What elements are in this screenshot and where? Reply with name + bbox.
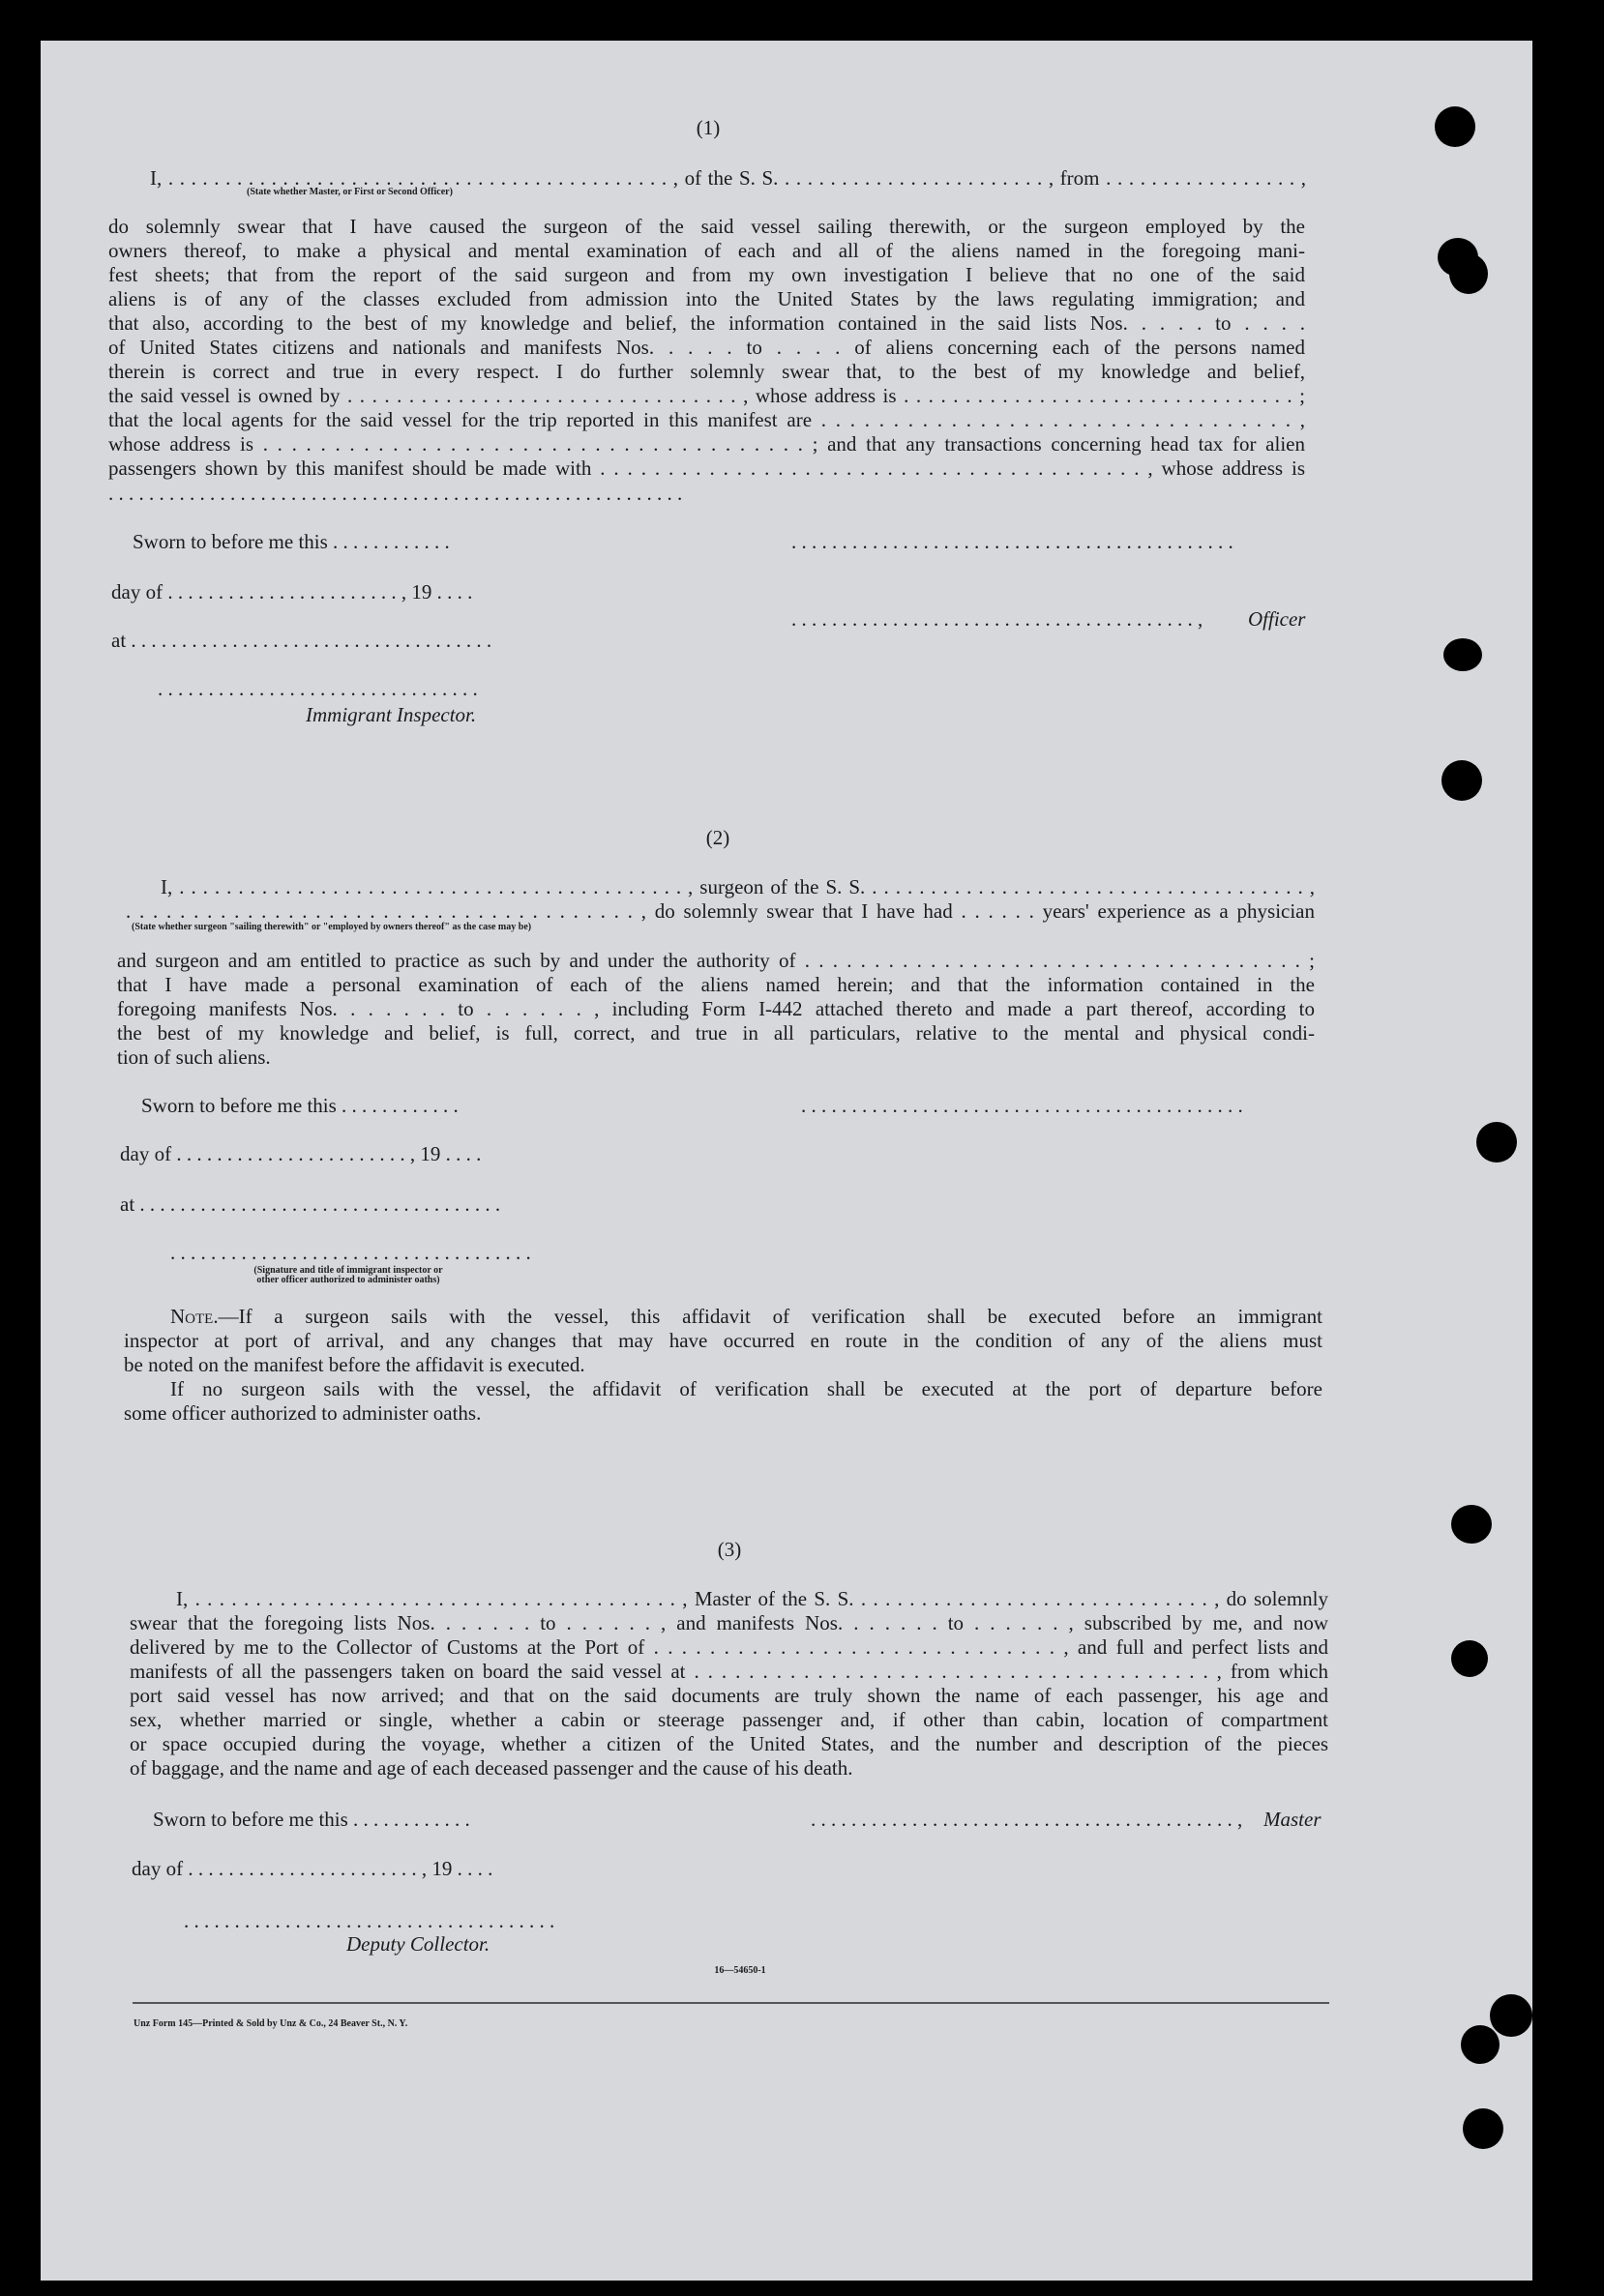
deputy-collector-label: Deputy Collector. (346, 1932, 490, 1956)
inspector-signature-line: . . . . . . . . . . . . . . . . . . . . . . . . . . . . . . . . . . . . (170, 1241, 531, 1264)
oath-line: and surgeon and am entitled to practice as such by and under the authority of . . . . . . . . . . . . . . . . . . . . . . . . . . . . . . . . . . . . ; (117, 949, 1315, 972)
punch-hole (1476, 1122, 1517, 1163)
officer-signature-line: . . . . . . . . . . . . . . . . . . . . . . . . . . . . . . . . . . . . . . . . , (791, 607, 1203, 631)
rank-instruction: (State whether Master, or First or Second Officer) (247, 187, 453, 197)
oath-line: of United States citizens and nationals and manifests Nos. . . . . to . . . . of aliens concerning each of the persons named (108, 336, 1305, 359)
note-text: —If a surgeon sails with the vessel, this affidavit of verification shall be executed before an immigrant (218, 1305, 1322, 1328)
oath-line: sex, whether married or single, whether a cabin or steerage passenger and, if other than cabin, location of compartment (130, 1708, 1328, 1731)
oath-line: do solemnly swear that I have caused the surgeon of the said vessel sailing therewith, or the surgeon employed by the (108, 215, 1305, 238)
punch-hole (1451, 1505, 1492, 1544)
place-line: at . . . . . . . . . . . . . . . . . . . . . . . . . . . . . . . . . . . . (111, 629, 492, 652)
surgeon-instruction: (State whether surgeon "sailing therewith" or "employed by owners thereof" as the case may be) (132, 922, 532, 932)
oath-line: of baggage, and the name and age of each deceased passenger and the cause of his death. (130, 1756, 853, 1780)
date-line: day of . . . . . . . . . . . . . . . . . . . . . . . , 19 . . . . (120, 1142, 482, 1165)
sworn-line: Sworn to before me this . . . . . . . . . . . . (133, 530, 450, 553)
oath-line: that the local agents for the said vessel for the trip reported in this manifest are . . . . . . . . . . . . . . . . . . . . . . . . . . . . . . . . . , (108, 408, 1305, 431)
oath-line: aliens is of any of the classes excluded from admission into the United States by the laws regulating immigration; and (108, 287, 1305, 310)
sworn-line: Sworn to before me this . . . . . . . . . . . . (141, 1094, 459, 1117)
signature-line: . . . . . . . . . . . . . . . . . . . . . . . . . . . . . . . . . . . . . . . . . . . . (801, 1094, 1243, 1117)
inspector-label: Immigrant Inspector. (306, 703, 477, 726)
oath-line: that also, according to the best of my knowledge and belief, the information contained in the said lists Nos. . . . . to . . . . (108, 311, 1305, 335)
oath-line: manifests of all the passengers taken on board the said vessel at . . . . . . . . . . . . . . . . . . . . . . . . . . . . . . . . . . . . . . , from which (130, 1660, 1328, 1683)
punch-hole (1451, 1640, 1488, 1677)
sworn-line: Sworn to before me this . . . . . . . . . . . . (153, 1808, 470, 1831)
oath-line: delivered by me to the Collector of Customs at the Port of . . . . . . . . . . . . . . . . . . . . . . . . . . . . . , and full and perfect lists and (130, 1635, 1328, 1659)
master-label: Master (1263, 1808, 1322, 1831)
oath-line: . . . . . . . . . . . . . . . . . . . . . . . . . . . . . . . . . . . . . . . . . . . . . . . . . . . . . . . . . (108, 482, 683, 505)
oath-line: whose address is . . . . . . . . . . . . . . . . . . . . . . . . . . . . . . . . . . . . . . ; and that any transactions concerning head tax for alien (108, 432, 1305, 456)
date-line: day of . . . . . . . . . . . . . . . . . . . . . . . , 19 . . . . (132, 1857, 493, 1880)
oath-line: fest sheets; that from the report of the said surgeon and from my own investigation I believe that no one of the said (108, 263, 1305, 286)
section-2-second-line: . . . . . . . . . . . . . . . . . . . . . . . . . . . . . . . . . . . . . . , do solemnly swear that I have had . . . . . . years' experience as a physician (126, 899, 1315, 923)
note-line (170, 1305, 1322, 1329)
oath-line: therein is correct and true in every respect. I do further solemnly swear that, to the best of my knowledge and belief, (108, 360, 1305, 383)
form-number: 16—54650-1 (714, 1965, 766, 1976)
section-2-number: (2) (705, 826, 730, 849)
punch-hole (1461, 2025, 1500, 2064)
oath-line: or space occupied during the voyage, whether a citizen of the United States, and the number and description of the pieces (130, 1732, 1328, 1755)
punch-hole (1449, 253, 1488, 294)
section-1-number: (1) (696, 116, 721, 139)
date-line: day of . . . . . . . . . . . . . . . . . . . . . . . , 19 . . . . (111, 580, 473, 603)
punch-hole (1441, 760, 1482, 801)
note-line: some officer authorized to administer oaths. (124, 1401, 482, 1425)
note-line: If no surgeon sails with the vessel, the affidavit of verification shall be executed at the port of departure before (170, 1377, 1322, 1400)
oath-line: tion of such aliens. (117, 1045, 271, 1069)
signature-caption: (Signature and title of immigrant inspector or (253, 1265, 443, 1276)
collector-signature-line: . . . . . . . . . . . . . . . . . . . . . . . . . . . . . . . . . . . . . (184, 1909, 555, 1932)
note-line: be noted on the manifest before the affidavit is executed. (124, 1353, 585, 1376)
punch-hole (1435, 106, 1475, 147)
section-2-opening-line: I, . . . . . . . . . . . . . . . . . . . . . . . . . . . . . . . . . . . . . . . . . . . , surgeon of the S. S. . . . . . . . . . . . . . . . . . . . . . . . . . . . . . . . . . . . . . , (161, 875, 1315, 898)
section-3-number: (3) (717, 1538, 742, 1561)
oath-line: swear that the foregoing lists Nos. . . . . . . to . . . . . . , and manifests Nos. . . . . . . to . . . . . . , subscribed by me, and now (130, 1611, 1328, 1634)
printer-imprint: Unz Form 145—Printed & Sold by Unz & Co., 24 Beaver St., N. Y. (134, 2018, 408, 2029)
oath-line: port said vessel has now arrived; and that on the said documents are truly shown the name of each passenger, his age and (130, 1684, 1328, 1707)
signature-line: . . . . . . . . . . . . . . . . . . . . . . . . . . . . . . . . . . . . . . . . . . . . (791, 530, 1233, 553)
punch-hole (1443, 638, 1482, 671)
officer-label: Officer (1248, 607, 1306, 631)
oath-line: the said vessel is owned by . . . . . . . . . . . . . . . . . . . . . . . . . . . . . . . . , whose address is . . . . . . . . . . . . . . . . . . . . . . . . . . . . . . . . ; (108, 384, 1305, 407)
note-line: inspector at port of arrival, and any changes that may have occurred en route in the condition of any of the aliens must (124, 1329, 1322, 1352)
punch-hole (1463, 2108, 1503, 2149)
inspector-signature-line: . . . . . . . . . . . . . . . . . . . . . . . . . . . . . . . . (158, 677, 478, 700)
punch-hole (1490, 1994, 1532, 2037)
oath-line: owners thereof, to make a physical and mental examination of each and all of the aliens named in the foregoing mani- (108, 239, 1305, 262)
master-signature-line: . . . . . . . . . . . . . . . . . . . . . . . . . . . . . . . . . . . . . . . . . . , (811, 1808, 1243, 1831)
section-1-opening-line: I, . . . . . . . . . . . . . . . . . . . . . . . . . . . . . . . . . . . . . . . . . . . . , of the S. S. . . . . . . . . . . . . . . . . . . . . . . . , from . . . . . . . . . . . . . . . . . , (150, 166, 1306, 190)
footer-rule (133, 2002, 1329, 2004)
oath-line: that I have made a personal examination of each of the aliens named herein; and that the information contained in the (117, 973, 1315, 996)
oath-line: the best of my knowledge and belief, is full, correct, and true in all particulars, relative to the mental and physical condi- (117, 1021, 1315, 1045)
oath-line: foregoing manifests Nos. . . . . . . to . . . . . . , including Form I-442 attached thereto and made a part thereof, according to (117, 997, 1315, 1020)
signature-caption: other officer authorized to administer oaths) (256, 1275, 440, 1285)
place-line: at . . . . . . . . . . . . . . . . . . . . . . . . . . . . . . . . . . . . (120, 1192, 501, 1216)
note-heading: Note. (170, 1305, 219, 1328)
section-3-opening-line: I, . . . . . . . . . . . . . . . . . . . . . . . . . . . . . . . . . . . . . . . . , Master of the S. S. . . . . . . . . . . . . . . . . . . . . . . . . . . . . . , do solemnly (176, 1587, 1328, 1610)
oath-line: passengers shown by this manifest should be made with . . . . . . . . . . . . . . . . . . . . . . . . . . . . . . . . . . . . . . . . , whose address is (108, 456, 1305, 480)
